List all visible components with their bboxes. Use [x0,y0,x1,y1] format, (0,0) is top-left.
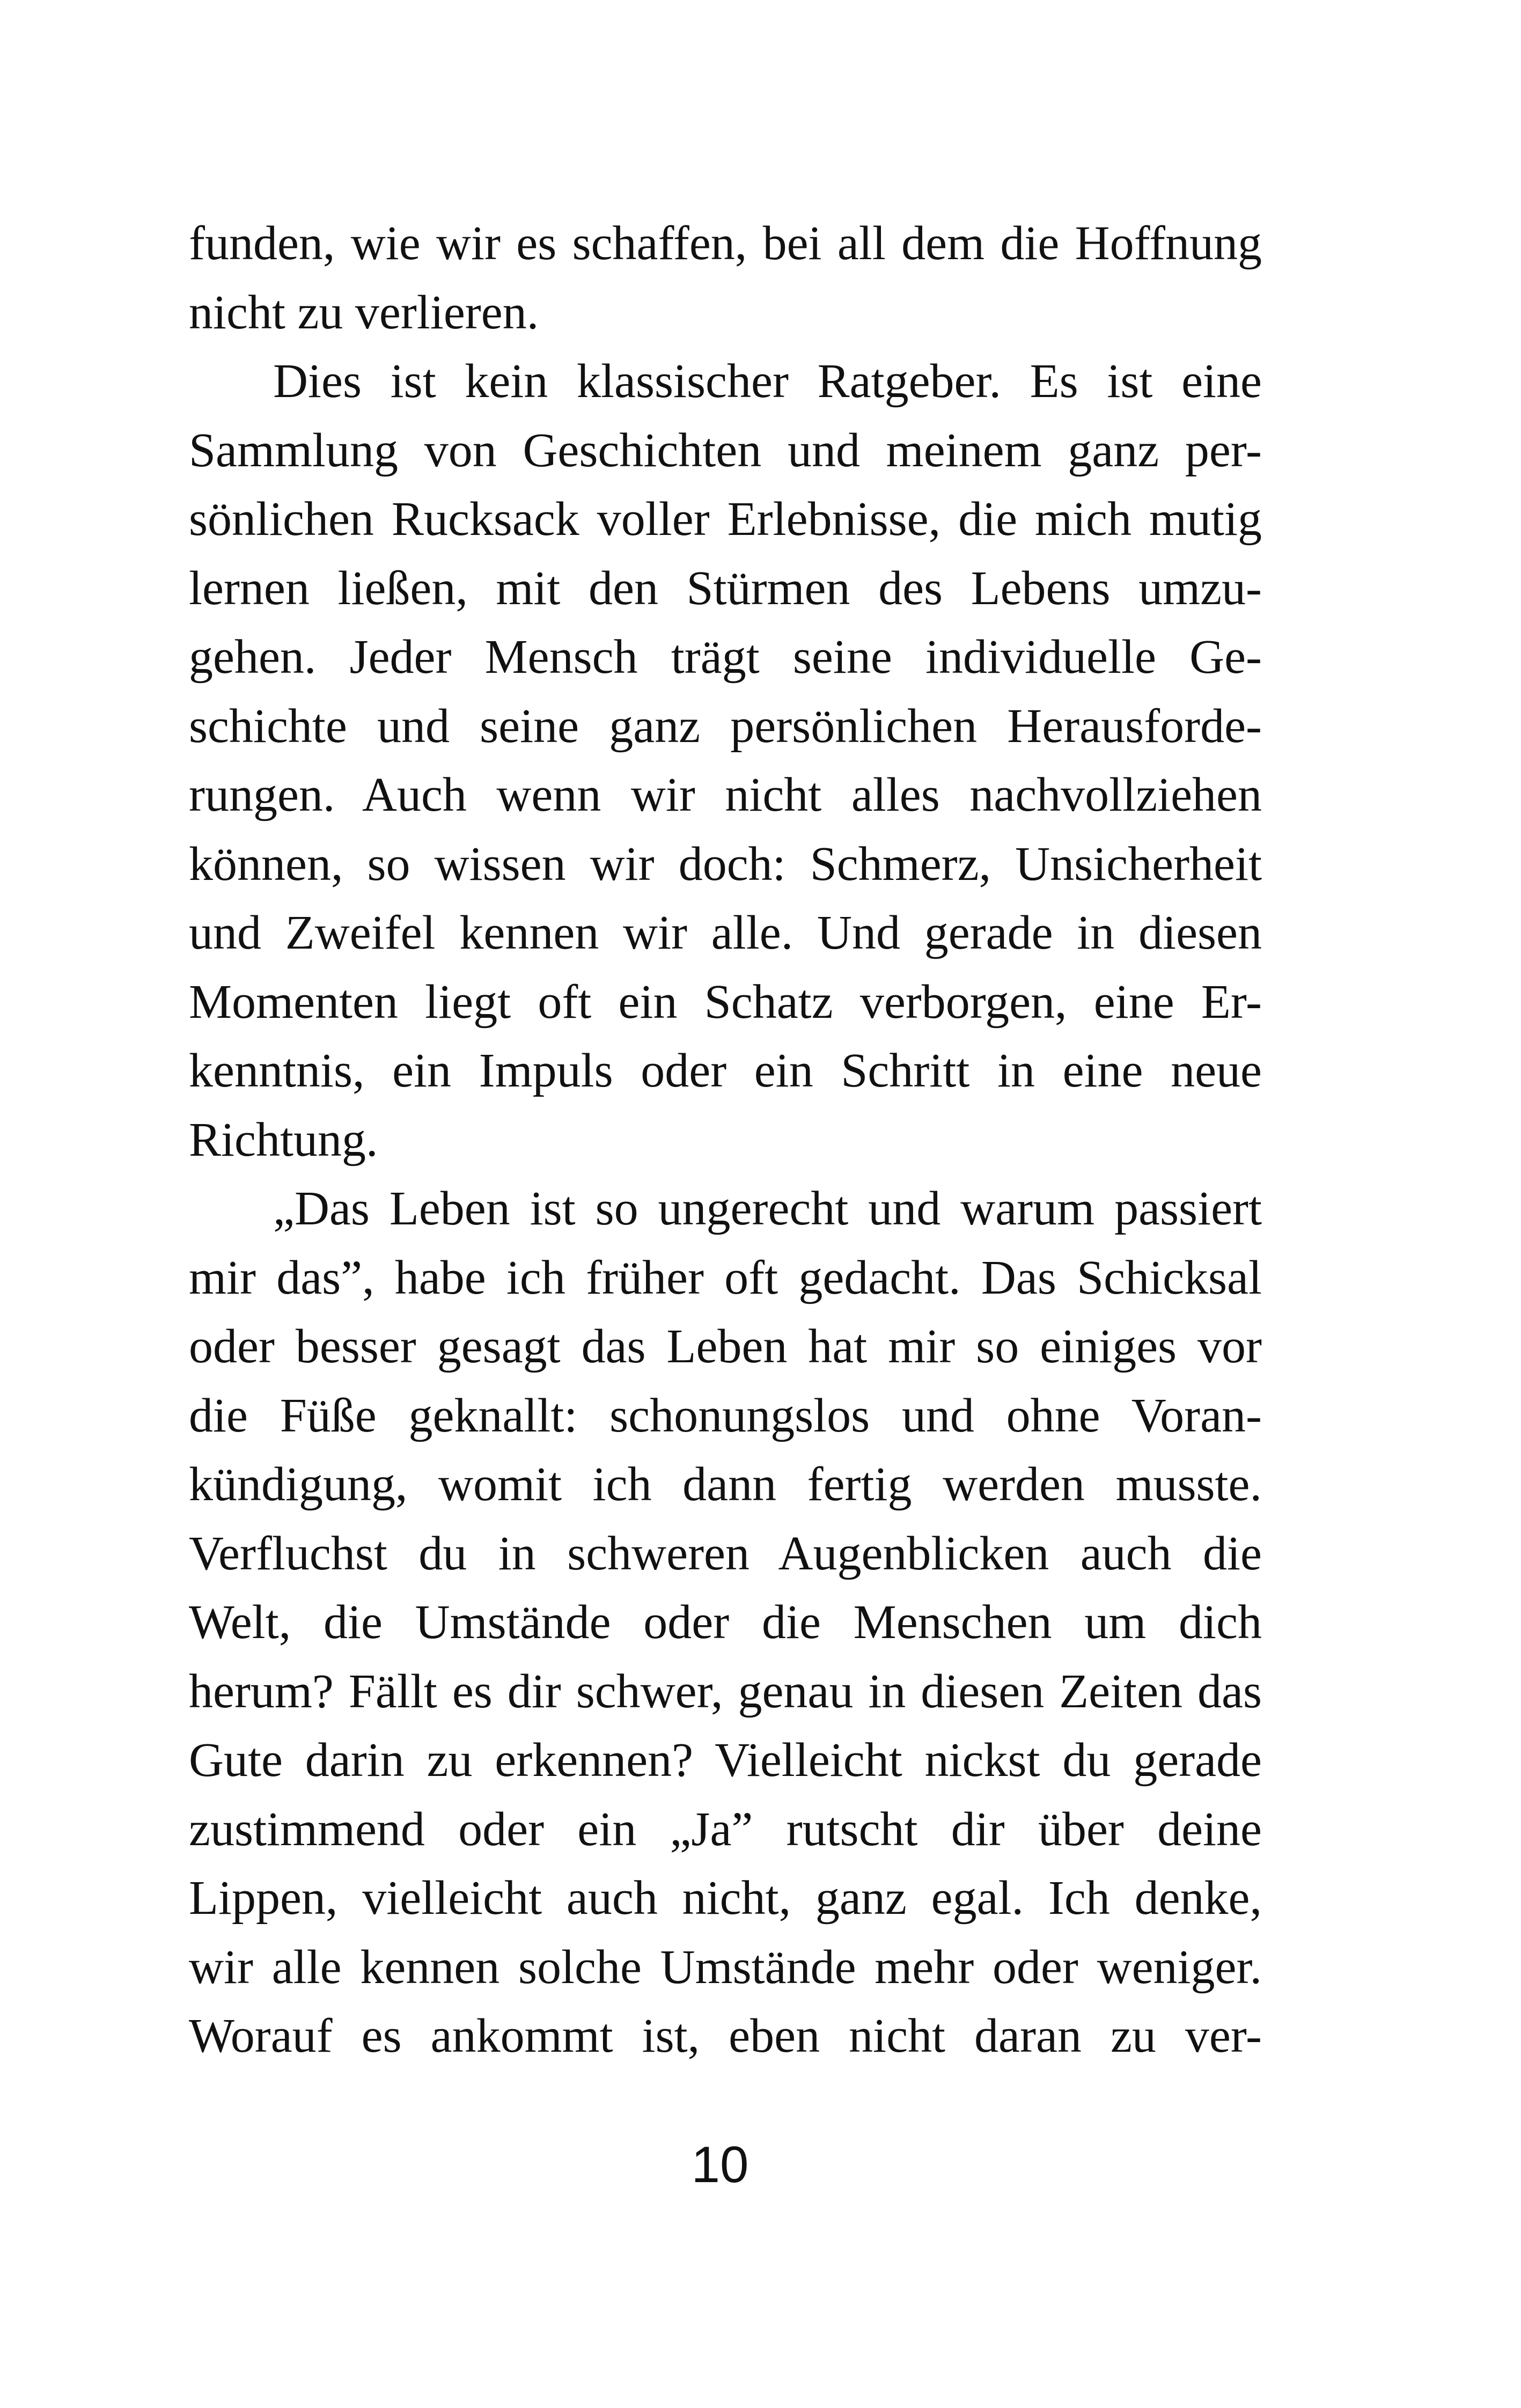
text-line: kündigung, womit ich dann fertig werden musste. [189,1458,1262,1511]
text-line: Sammlung von Geschichten und meinem ganz per- [189,423,1262,477]
text-line: gehen. Jeder Mensch trägt seine individuelle Ge- [189,630,1262,684]
text-line: und Zweifel kennen wir alle. Und gerade in diesen [189,906,1262,959]
text-line: rungen. Auch wenn wir nicht alles nachvollziehen [189,768,1262,821]
text-line: Richtung. [189,1113,378,1166]
text-line: Dies ist kein klassischer Ratgeber. Es ist eine [273,355,1262,408]
text-line: Lippen, vielleicht auch nicht, ganz egal. Ich denke, [189,1871,1262,1925]
page-number: 10 [691,2136,749,2193]
text-line: nicht zu verlieren. [189,285,539,339]
text-line: Worauf es ankommt ist, eben nicht daran zu ver- [189,2009,1262,2062]
text-line: kenntnis, ein Impuls oder ein Schritt in eine neue [189,1044,1262,1097]
text-line: lernen ließen, mit den Stürmen des Lebens umzu- [189,561,1262,615]
text-line: können, so wissen wir doch: Schmerz, Unsicherheit [189,837,1262,891]
text-line: die Füße geknallt: schonungslos und ohne Voran- [189,1389,1262,1442]
text-line: funden, wie wir es schaffen, bei all dem die Hoffnung [189,217,1262,270]
text-line: Welt, die Umstände oder die Menschen um dich [189,1596,1262,1649]
text-line: wir alle kennen solche Umstände mehr oder weniger. [189,1940,1262,1994]
text-line: „Das Leben ist so ungerecht und warum passiert [273,1182,1262,1235]
text-line: sönlichen Rucksack voller Erlebnisse, die mich mutig [189,493,1262,546]
text-line: schichte und seine ganz persönlichen Herausforde- [189,699,1262,753]
text-line: Momenten liegt oft ein Schatz verborgen, eine Er- [189,975,1262,1029]
body-text [189,209,1262,2071]
text-line: Verfluchst du in schweren Augenblicken auch die [189,1526,1262,1580]
text-line: oder besser gesagt das Leben hat mir so einiges vor [189,1320,1262,1373]
text-line: Gute darin zu erkennen? Vielleicht nickst du gerade [189,1734,1262,1787]
text-line: mir das”, habe ich früher oft gedacht. Das Schicksal [189,1251,1262,1304]
text-line: herum? Fällt es dir schwer, genau in diesen Zeiten das [189,1664,1262,1718]
text-line: zustimmend oder ein „Ja” rutscht dir über deine [189,1802,1262,1856]
